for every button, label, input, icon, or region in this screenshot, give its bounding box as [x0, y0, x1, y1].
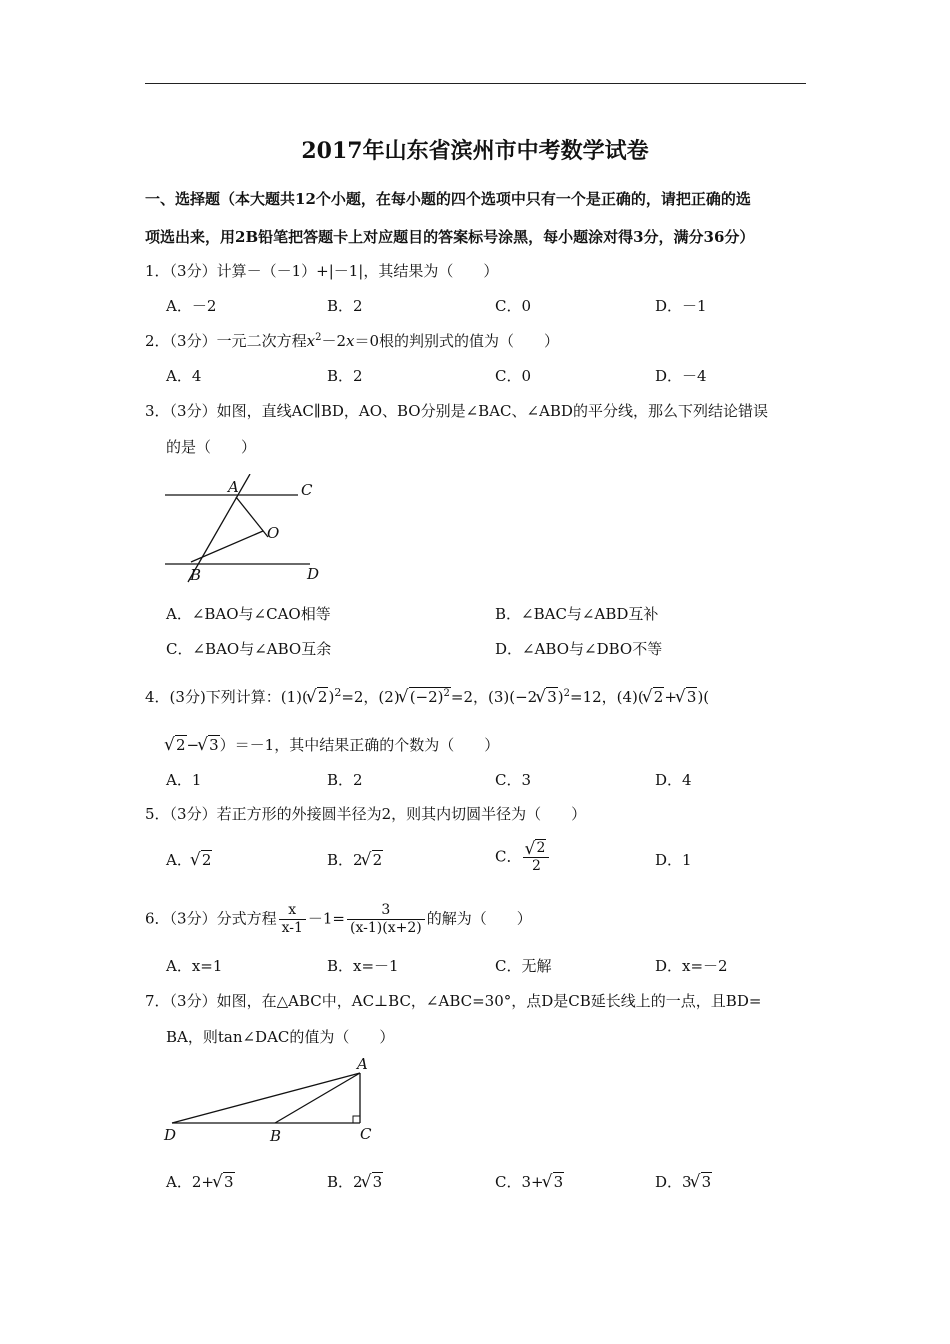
page-title: 2017年山东省滨州市中考数学试卷: [301, 138, 649, 164]
q2-option-c: C．0: [495, 367, 532, 385]
section-heading-line2: 项选出来，用2B铅笔把答题卡上对应题目的答案标号涂黑，每小题涂对得3分，满分36分）: [145, 228, 755, 246]
q4-stem-line1: 4．(3分)下列计算：(1)(√ 2)$^2$=2，(2)√ $(-2)^2=2$，(3)(−2√ 3)$^2$=12，(4)(√ 2+√ 3)(: [145, 686, 709, 706]
q7-option-b: B．2√ 3: [327, 1173, 383, 1191]
q3-option-a: A．∠BAO与∠CAO相等: [166, 605, 331, 623]
q1-option-d: D．－1: [655, 297, 707, 315]
q7-option-a: A．2+√ 3: [166, 1173, 235, 1191]
point-label-o: O: [267, 524, 280, 542]
q5-option-a: A．√ 2: [166, 851, 212, 869]
q7-stem-line1: 7．（3分）如图，在△ABC中，AC⊥BC，∠ABC=30°，点D是CB延长线上的一点，且BD=: [145, 992, 762, 1010]
q6-option-c: C．无解: [495, 957, 552, 975]
point-label-c: C: [301, 481, 313, 499]
q7-figure: [160, 1055, 380, 1150]
segment-bo: [191, 531, 263, 562]
q3-option-b: B．∠BAC与∠ABD互补: [495, 605, 659, 623]
q3-stem-line1: 3．（3分）如图，直线AC∥BD，AO、BO分别是∠BAC、∠ABD的平分线，那么下列结论错误: [145, 402, 768, 420]
segment-ba: [275, 1073, 360, 1123]
q6-option-a: A．x=1: [166, 957, 223, 975]
point-label-a: A: [357, 1055, 368, 1073]
q1-option-a: A．－2: [166, 297, 217, 315]
q3-stem-line2: 的是（ ）: [166, 438, 257, 456]
point-label-a: A: [228, 478, 239, 496]
q3-figure: [160, 474, 330, 589]
q4-option-b: B．2: [327, 771, 363, 789]
q1-option-b: B．2: [327, 297, 363, 315]
point-label-c: C: [360, 1125, 372, 1143]
q5-option-c: C． √ $\frac{2}{2}$: [495, 840, 551, 875]
q6-option-d: D．x=－2: [655, 957, 728, 975]
q1-stem: 1．（3分）计算－（－1）+|－1|，其结果为（ ）: [145, 262, 499, 280]
q6-stem: 6．（3分）分式方程 $\frac{x}{x-1}$ －1= $\frac{3}{(x-1)(x+2)}$ 的解为（ ）: [145, 902, 532, 936]
segment-ao: [236, 497, 268, 537]
q3-option-d: D．∠ABO与∠DBO不等: [495, 640, 663, 658]
q5-stem: 5．（3分）若正方形的外接圆半径为2，则其内切圆半径为（ ）: [145, 805, 587, 823]
section-heading-line1: 一、选择题（本大题共12个小题，在每小题的四个选项中只有一个是正确的，请把正确的选: [145, 190, 751, 208]
q7-option-d: D．3√ 3: [655, 1173, 712, 1191]
q7-option-c: C．3+√ 3: [495, 1173, 564, 1191]
segment-da: [172, 1073, 360, 1123]
q2-option-a: A．4: [166, 367, 202, 385]
point-label-b: B: [270, 1127, 282, 1145]
q1-option-c: C．0: [495, 297, 532, 315]
q3-option-c: C．∠BAO与∠ABO互余: [166, 640, 332, 658]
q7-stem-line2: BA，则tan∠DAC的值为（ ）: [166, 1028, 395, 1046]
q2-option-b: B．2: [327, 367, 363, 385]
q2-option-d: D．－4: [655, 367, 707, 385]
point-label-d: D: [164, 1126, 177, 1144]
q4-stem-line2: √ 2−√ 3）＝－1，其中结果正确的个数为（ ）: [166, 736, 499, 754]
point-label-d: D: [307, 565, 320, 583]
q4-option-a: A．1: [166, 771, 202, 789]
q4-option-d: D．4: [655, 771, 692, 789]
point-label-b: B: [190, 566, 202, 584]
q5-option-d: D．1: [655, 851, 692, 869]
q5-option-b: B．2√ 2: [327, 851, 383, 869]
q2-stem: 2．（3分）一元二次方程$x^2-2x=0$根的判别式的值为（ ）: [145, 332, 560, 350]
q4-option-c: C．3: [495, 771, 532, 789]
q6-option-b: B．x=－1: [327, 957, 399, 975]
header-rule: [145, 83, 806, 84]
right-angle-mark: [353, 1116, 360, 1123]
